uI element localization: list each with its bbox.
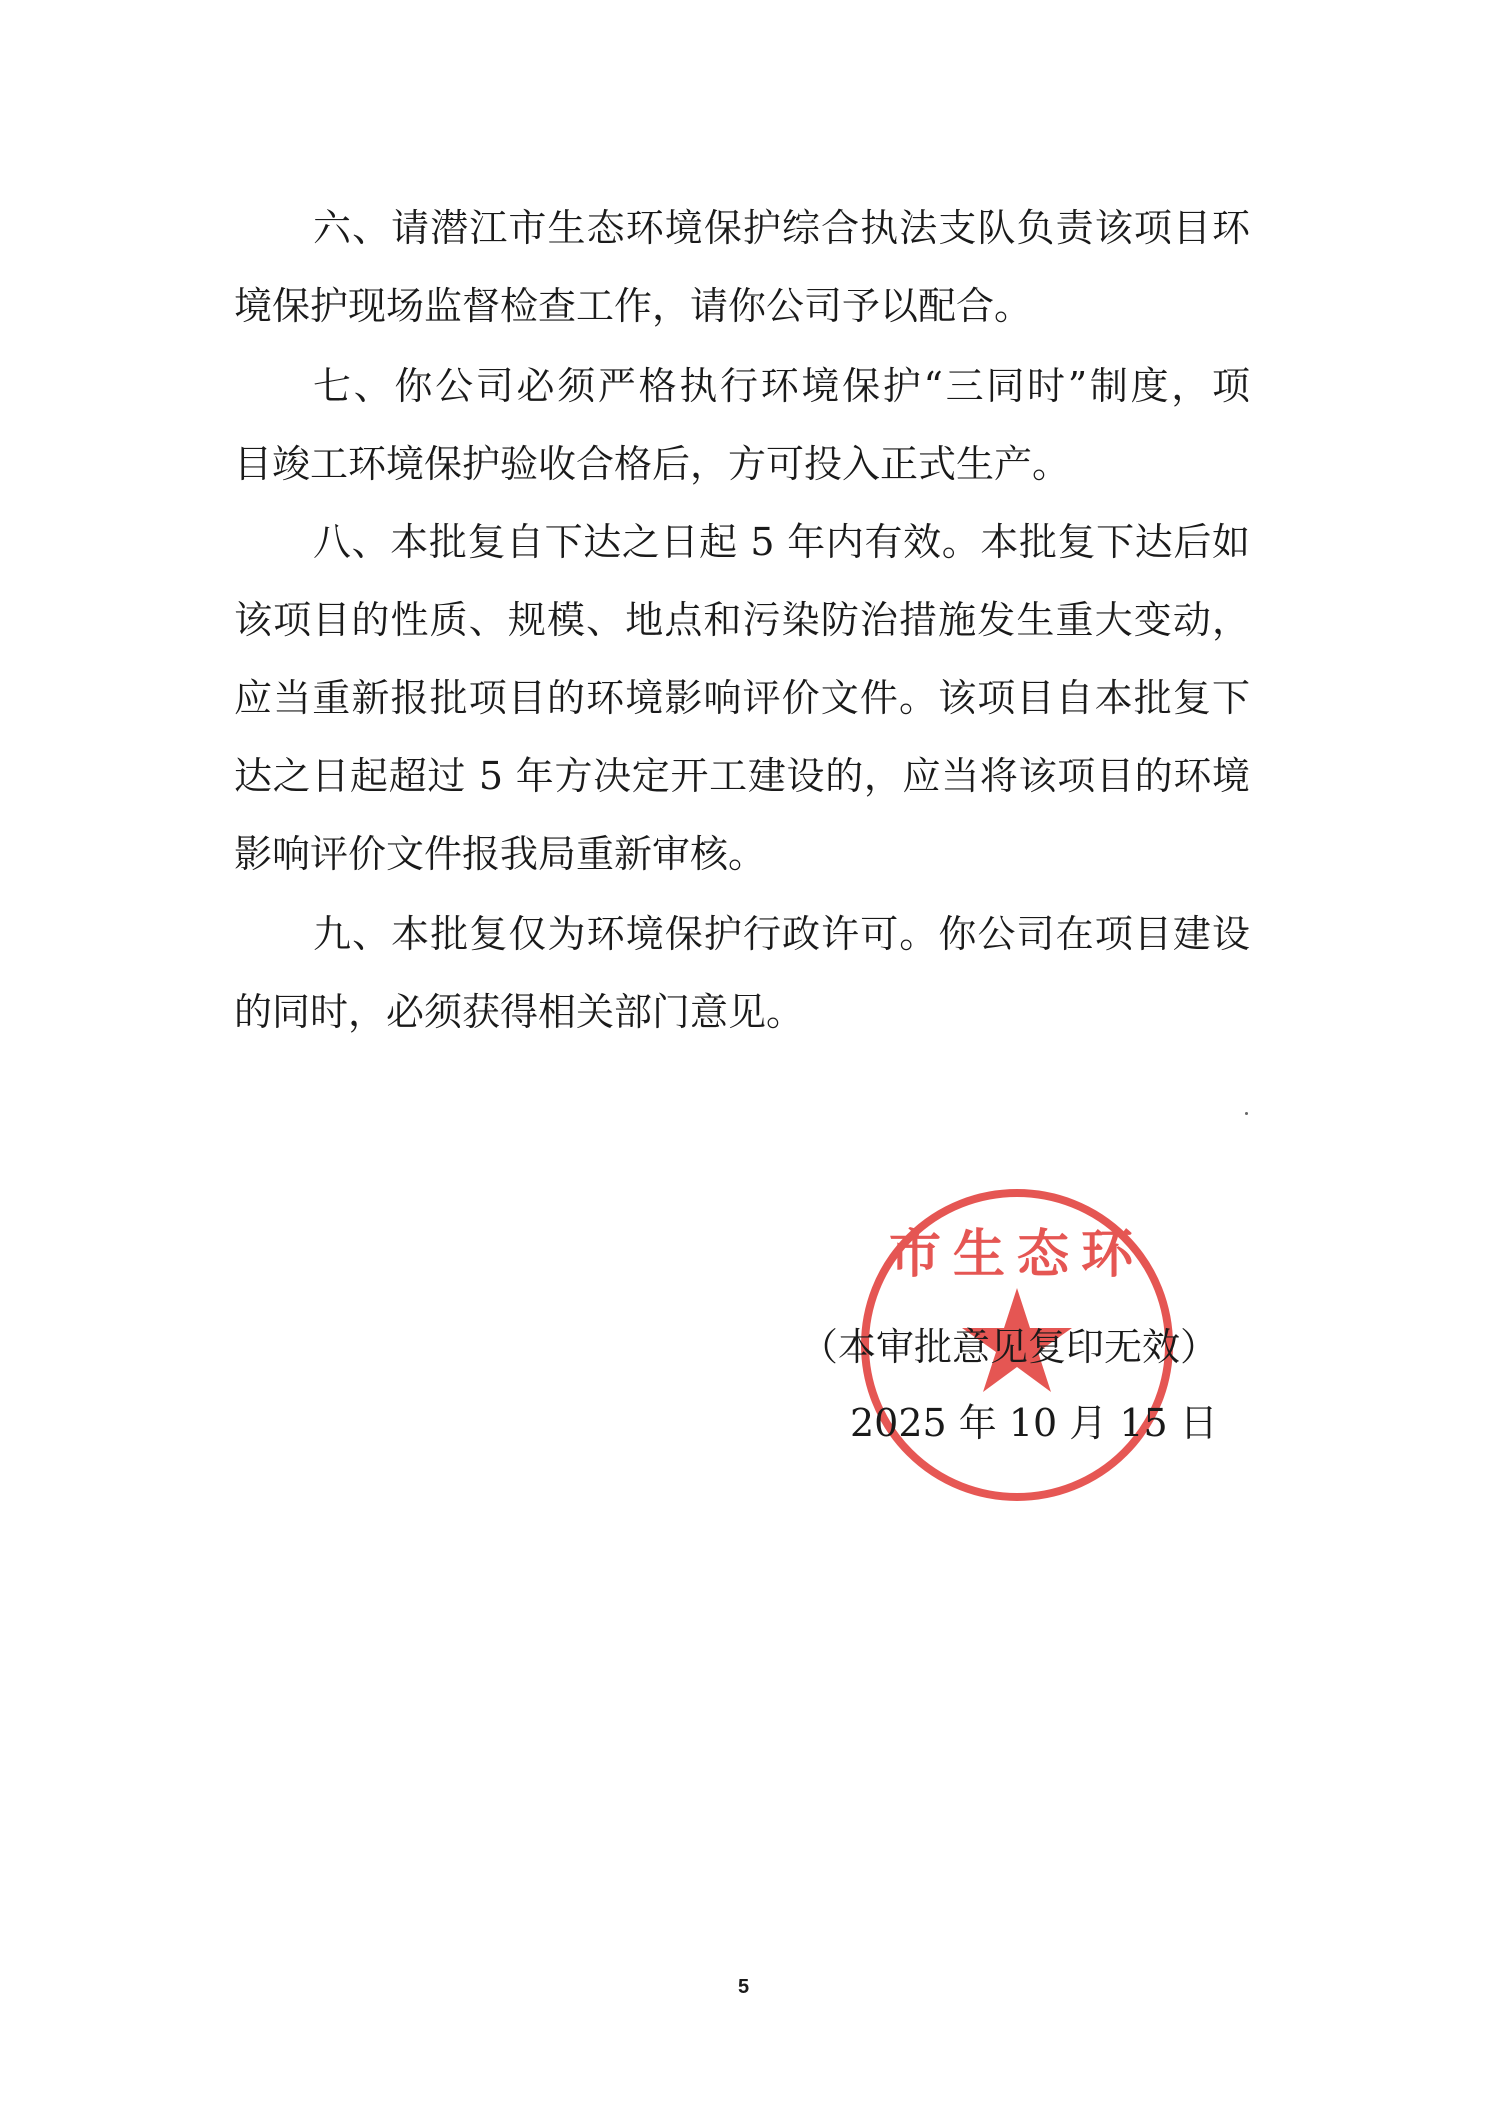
signature-date: 2025 年 10 月 15 日 [850,1401,1218,1445]
scan-speck [1245,1112,1248,1115]
signature-note: （本审批意见复印无效） [800,1325,1219,1369]
paragraph-six-line-2: 境保护现场监督检查工作，请你公司予以配合。 [234,284,1033,328]
seal-text: 市生态环 [888,1224,1146,1285]
paragraph-seven-line-2: 目竣工环境保护验收合格后，方可投入正式生产。 [234,442,1071,486]
paragraph-six-line-1: 六、请潜江市生态环境保护综合执法支队负责该项目环 [313,206,1250,250]
paragraph-eight-line-1: 八、本批复自下达之日起 5 年内有效。本批复下达后如 [313,520,1250,564]
paragraph-eight-line-2: 该项目的性质、规模、地点和污染防治措施发生重大变动， [234,598,1250,642]
paragraph-nine-line-2: 的同时，必须获得相关部门意见。 [234,990,805,1034]
paragraph-eight-line-3: 应当重新报批项目的环境影响评价文件。该项目自本批复下 [234,676,1250,720]
paragraph-seven-line-1: 七、你公司必须严格执行环境保护“三同时”制度，项 [313,364,1250,408]
paragraph-nine-line-1: 九、本批复仅为环境保护行政许可。你公司在项目建设 [313,912,1250,956]
page-number: 5 [737,1976,750,1998]
paragraph-eight-line-5: 影响评价文件报我局重新审核。 [234,832,767,876]
paragraph-eight-line-4: 达之日起超过 5 年方决定开工建设的，应当将该项目的环境 [234,754,1250,798]
